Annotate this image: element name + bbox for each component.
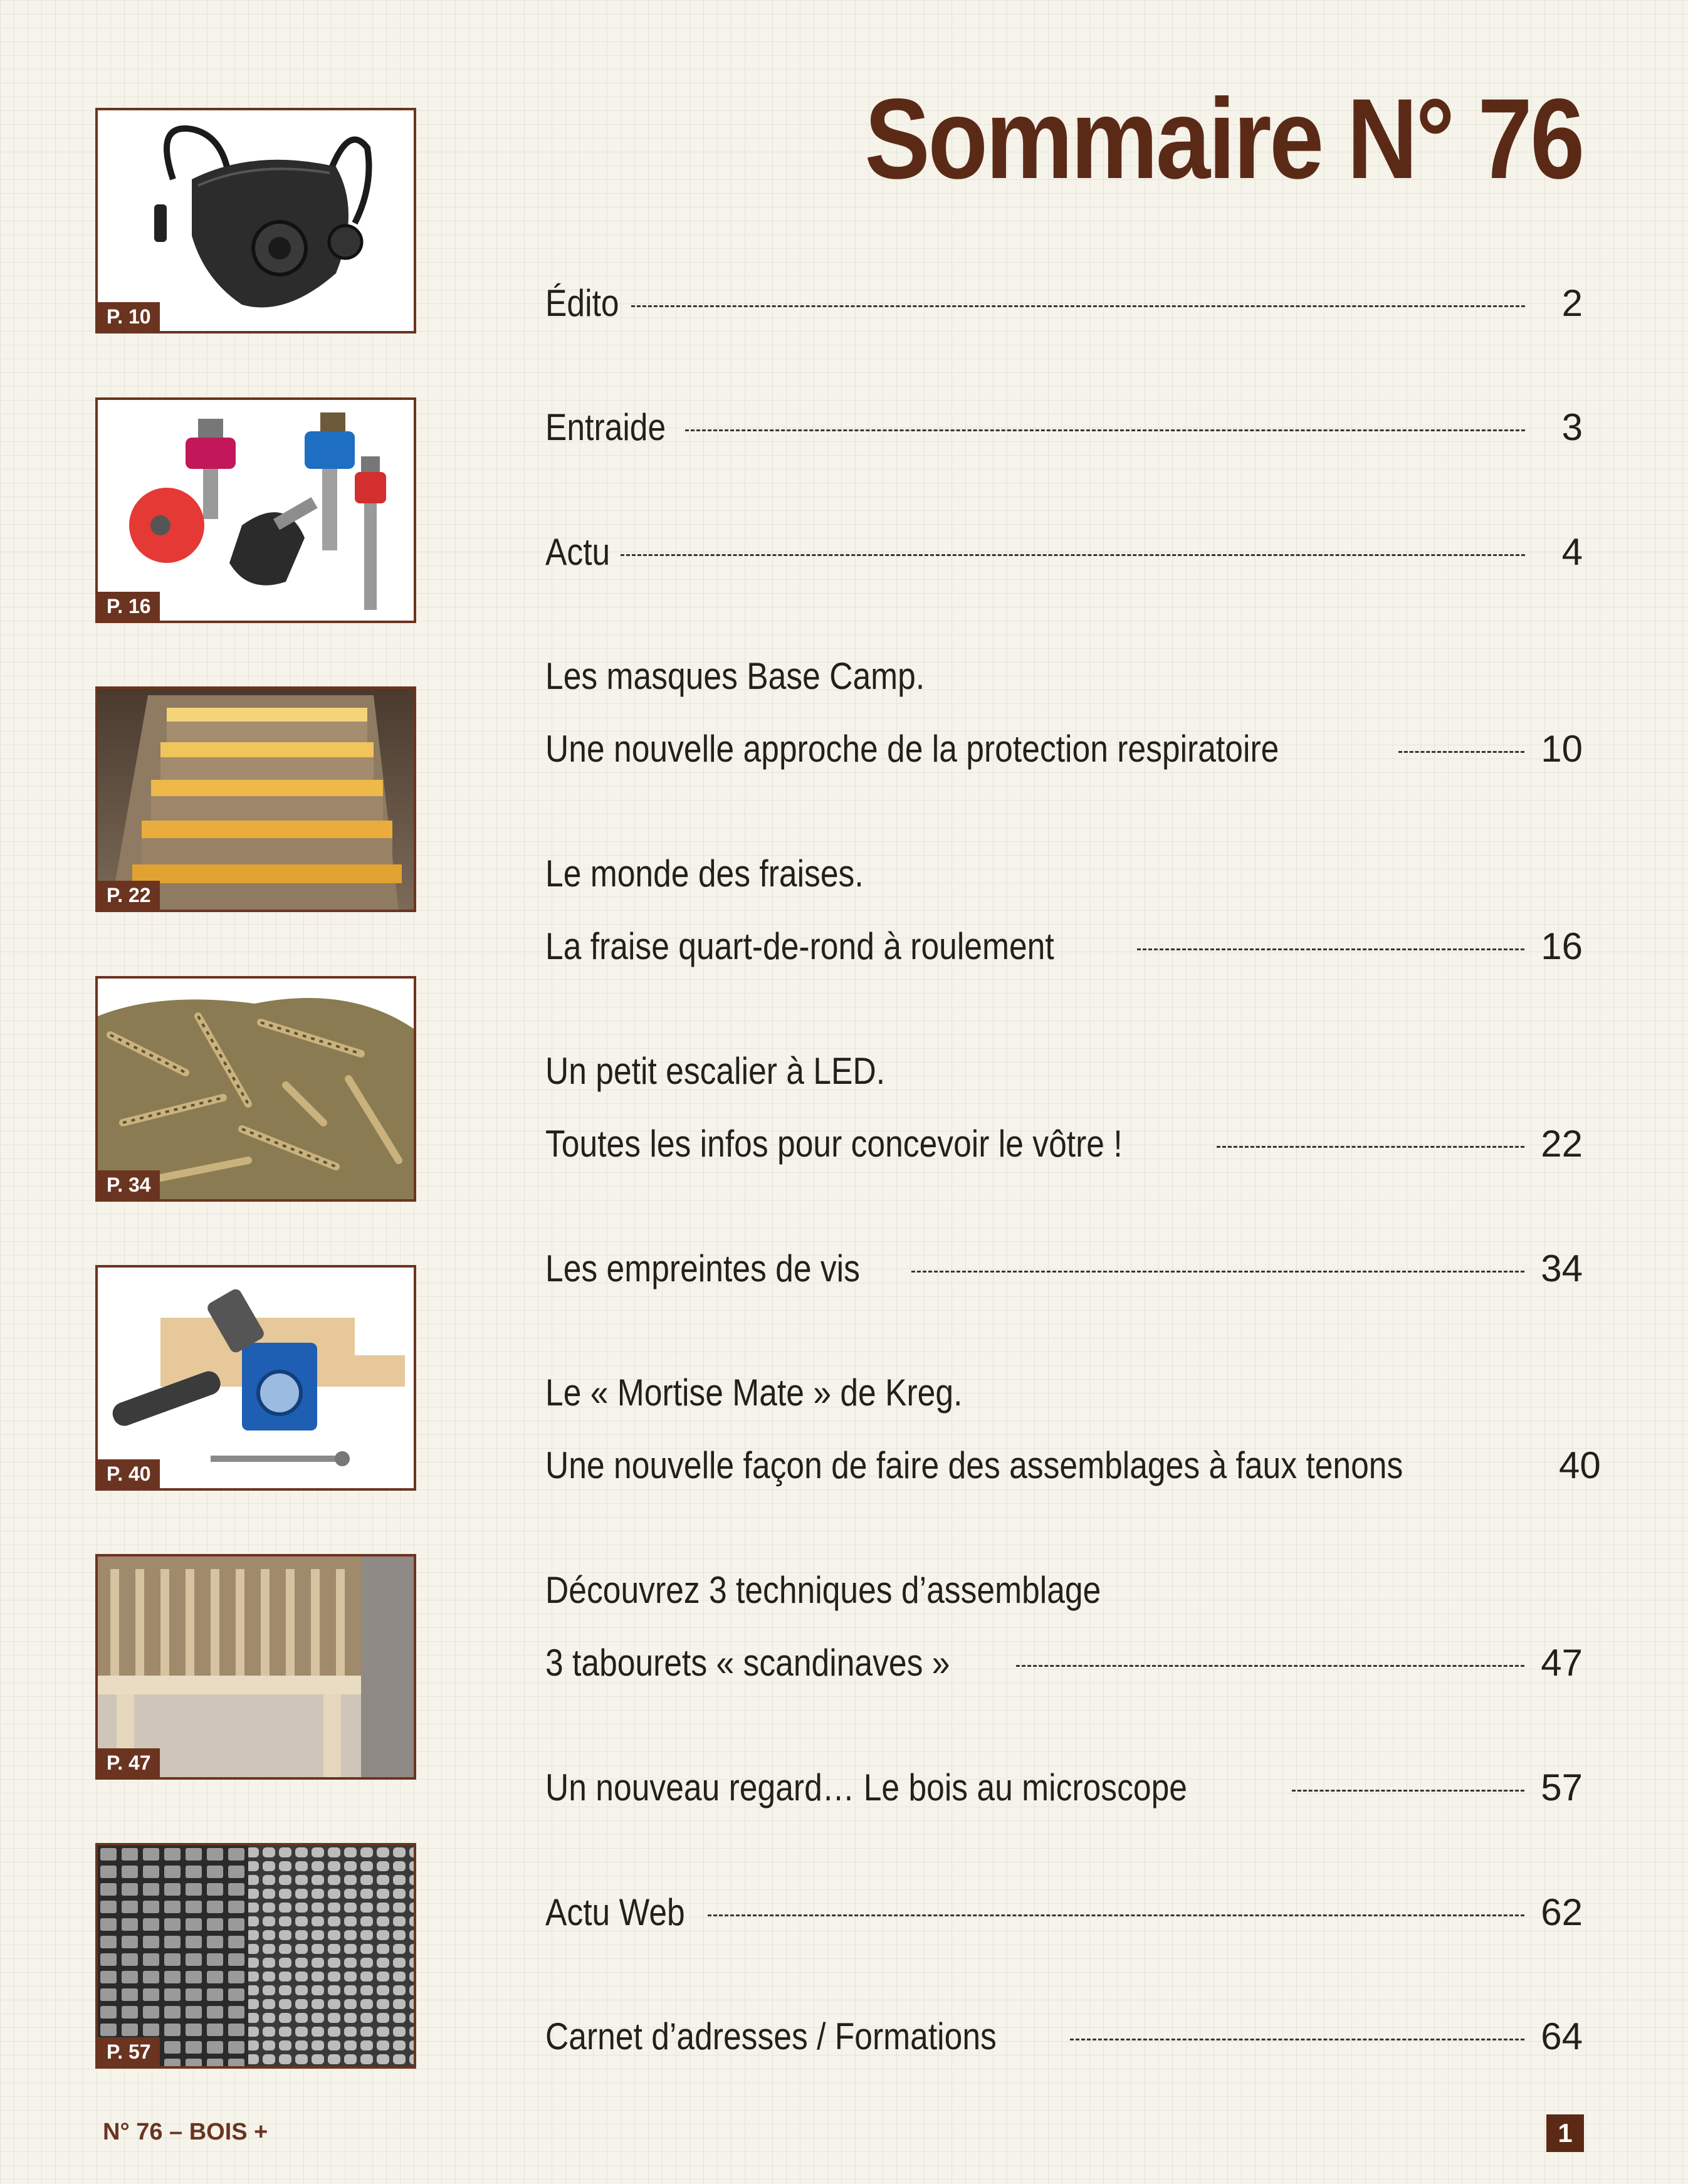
toc-title: Actu [545,531,611,573]
screws-image [98,979,414,1199]
dot-leader [1137,948,1524,950]
toc-entry-masques[interactable] [545,652,1583,774]
toc-title: Une nouvelle façon de faire des assemblages à faux tenons [545,1444,1403,1486]
page-badge: P. 34 [98,1170,160,1199]
toc-title: La fraise quart-de-rond à roulement [545,925,1054,967]
thumbnail-router-bits[interactable] [95,397,416,623]
toc-entry-actu-web[interactable] [545,1888,1583,1937]
toc-title: Toutes les infos pour concevoir le vôtre ! [545,1123,1123,1165]
page-badge: P. 16 [98,592,160,621]
thumbnail-woven-stool[interactable] [95,1554,416,1780]
toc-kicker: Le monde des fraises. [545,853,864,895]
toc-title: Une nouvelle approche de la protection respiratoire [545,728,1279,770]
page-badge: P. 22 [98,881,160,910]
page-badge: P. 40 [98,1459,160,1488]
dot-leader [911,1271,1525,1273]
toc-page: 16 [1541,925,1583,967]
woven-stool-image [98,1557,414,1777]
toc-title: Carnet d’adresses / Formations [545,2015,997,2057]
toc-entry-tabourets[interactable] [545,1566,1583,1688]
dot-leader [685,429,1525,431]
router-bits-image [98,400,414,621]
toc-kicker: Les masques Base Camp. [545,655,925,697]
dot-leader [1016,1665,1525,1667]
toc-page: 22 [1541,1123,1583,1165]
toc-title: 3 tabourets « scandinaves » [545,1642,950,1684]
toc-kicker: Découvrez 3 techniques d’assemblage [545,1569,1101,1611]
page-badge: P. 47 [98,1748,160,1777]
thumbnail-mortise-jig[interactable] [95,1265,416,1491]
toc-entry-fraises[interactable] [545,849,1583,971]
issue-footer: N° 76 – BOIS + [103,2119,268,2145]
toc-page: 64 [1541,2015,1583,2057]
toc-page: 2 [1561,282,1583,324]
dot-leader [708,1914,1524,1916]
toc-title: Les empreintes de vis [545,1247,860,1289]
toc-entry-microscope[interactable] [545,1763,1583,1812]
dot-leader [1217,1146,1525,1148]
dot-leader [1398,751,1524,753]
toc-page: 3 [1561,406,1583,448]
toc-entry-escalier[interactable] [545,1047,1583,1168]
toc-entry-mortise-mate[interactable] [545,1368,1601,1490]
page-badge: P. 10 [98,302,160,331]
page-title: Sommaire N° 76 [864,75,1583,202]
dot-leader [621,554,1525,556]
wood-microscope-image [98,1845,414,2066]
toc-page: 57 [1541,1767,1583,1809]
thumbnail-led-stairs[interactable] [95,686,416,912]
mask-image [98,110,414,331]
thumbnail-mask[interactable] [95,108,416,333]
toc-page: 40 [1559,1444,1601,1486]
toc-entry-edito[interactable] [545,279,1583,328]
toc-title: Actu Web [545,1891,685,1933]
toc-entry-actu[interactable] [545,528,1583,577]
dot-leader [1070,2039,1524,2040]
thumbnail-screws[interactable] [95,976,416,1202]
led-stairs-image [98,689,414,910]
toc-page: 62 [1541,1891,1583,1933]
toc-page: 47 [1541,1642,1583,1684]
page-number: 1 [1546,2114,1584,2152]
toc-page: 34 [1541,1247,1583,1289]
toc-title: Entraide [545,406,666,448]
page-badge: P. 57 [98,2037,160,2066]
toc-entry-carnet[interactable] [545,2012,1583,2061]
toc-page: 4 [1561,531,1583,573]
toc-kicker: Le « Mortise Mate » de Kreg. [545,1372,963,1414]
mortise-jig-image [98,1268,414,1488]
toc-kicker: Un petit escalier à LED. [545,1050,886,1092]
toc-entry-empreintes[interactable] [545,1244,1583,1293]
toc-title: Édito [545,282,619,324]
dot-leader [631,305,1525,307]
toc-page: 10 [1541,728,1583,770]
dot-leader [1292,1790,1525,1792]
thumbnail-wood-microscope[interactable] [95,1843,416,2069]
toc-title: Un nouveau regard… Le bois au microscope [545,1767,1187,1809]
toc-entry-entraide[interactable] [545,403,1583,452]
